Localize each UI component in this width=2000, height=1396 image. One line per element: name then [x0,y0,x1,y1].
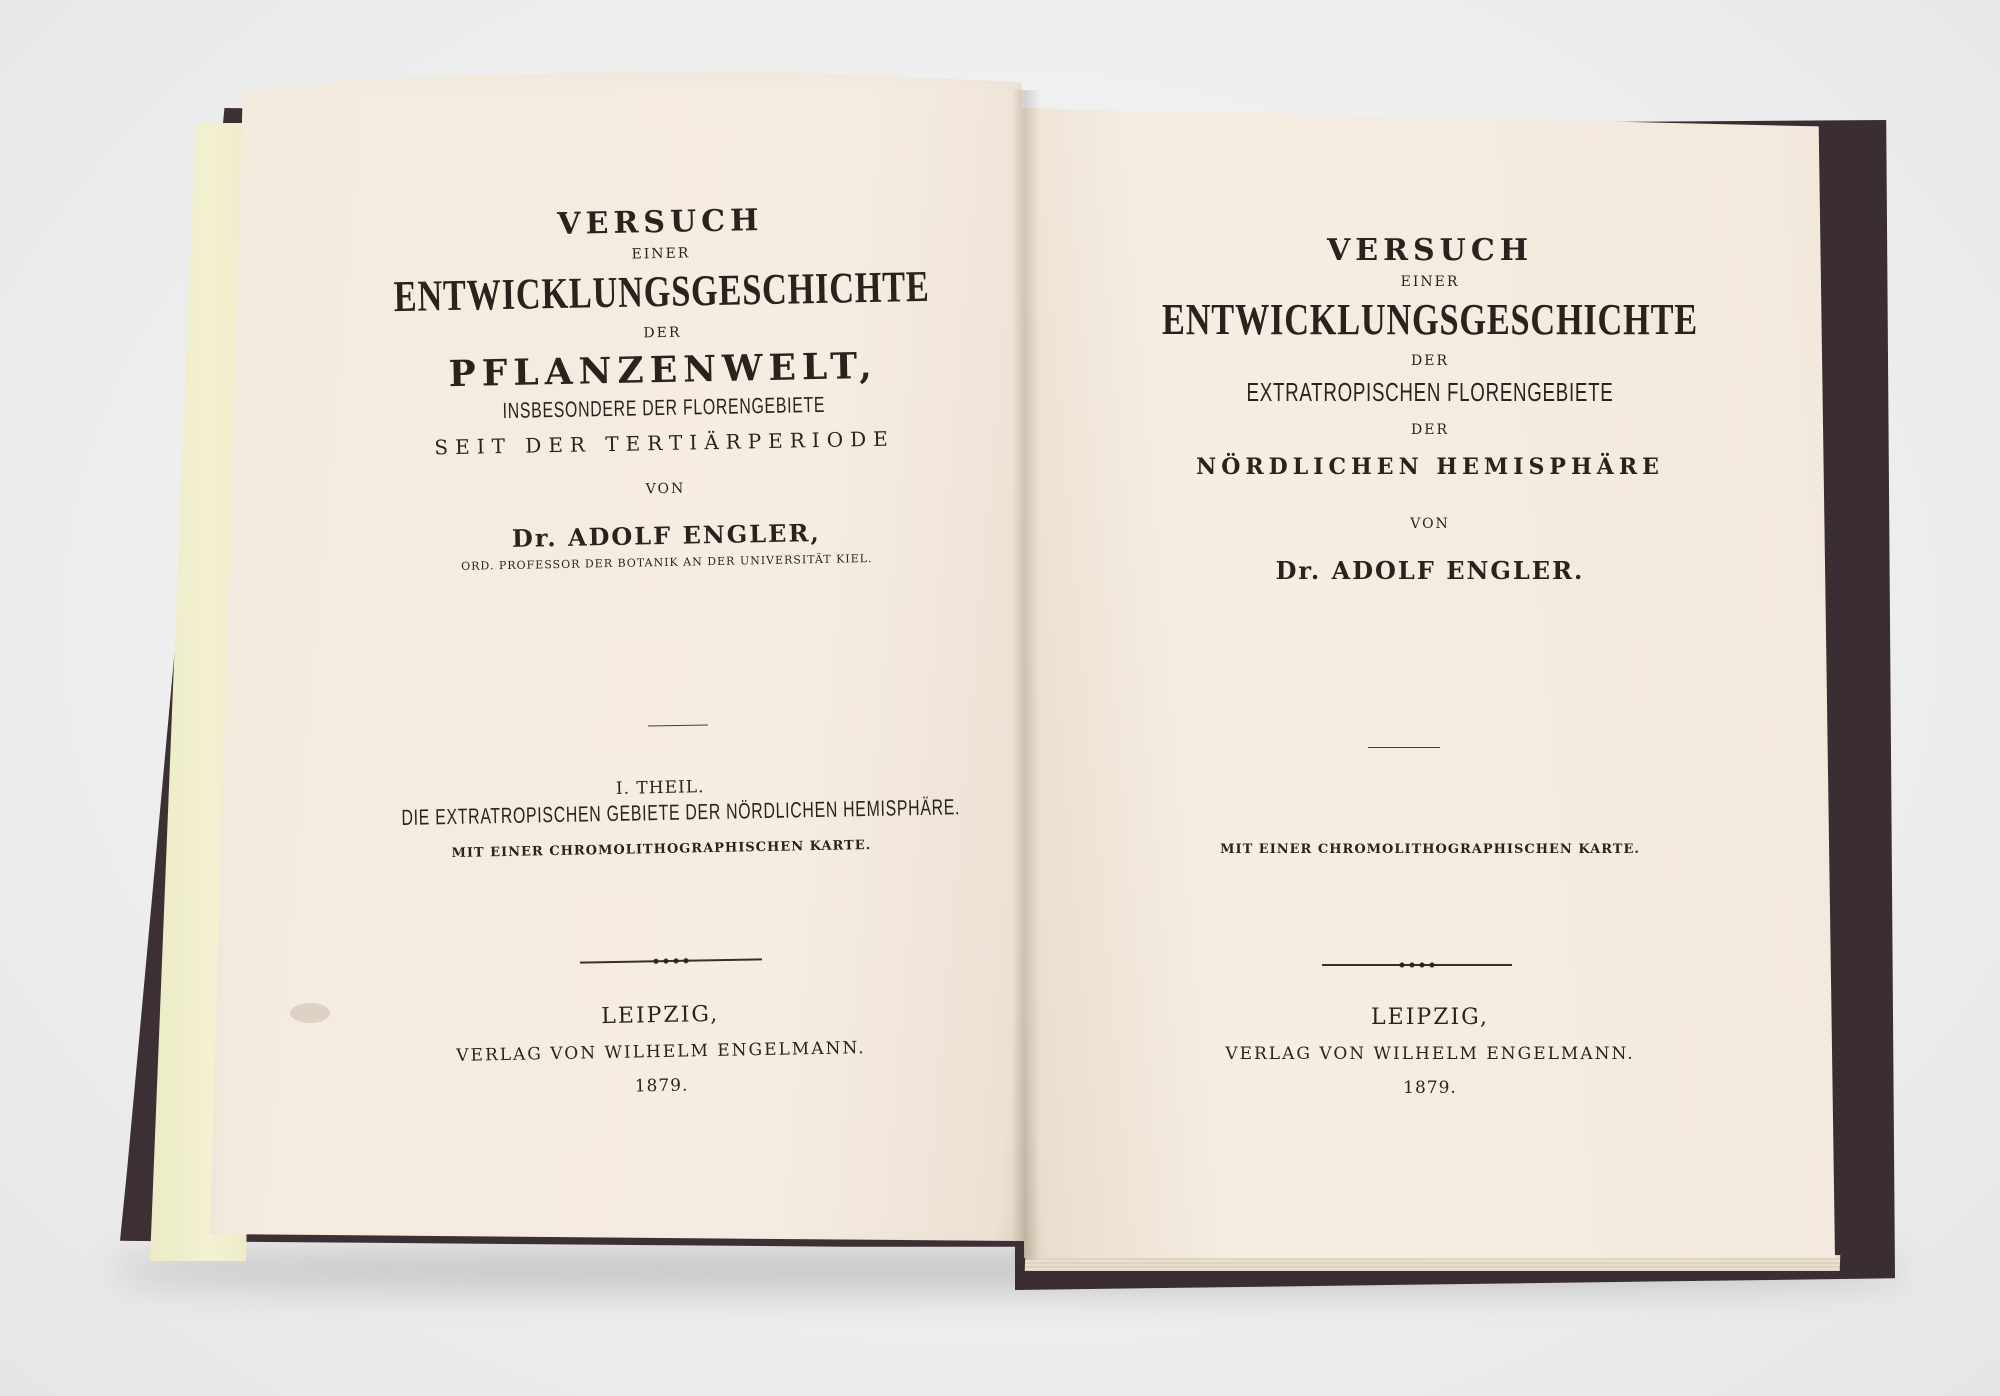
right-title-einer: EINER [1400,274,1460,290]
left-author-title: ORD. PROFESSOR DER BOTANIK AN DER UNIVERSITÄT KIEL. [461,551,873,573]
left-year: 1879. [634,1075,689,1097]
left-part-block [300,771,1021,864]
right-ornament-rule [1322,964,1512,966]
left-map-note: MIT EINER CHROMOLITHOGRAPHISCHEN KARTE. [451,837,872,862]
left-author-prefix: Dr. [511,523,558,553]
left-title-der: DER [643,324,682,342]
left-author-name: ADOLF ENGLER, [567,517,821,552]
right-map-block [1040,842,1820,857]
right-rule [1368,747,1440,748]
right-map-note: MIT EINER CHROMOLITHOGRAPHISCHEN KARTE. [1220,842,1640,857]
left-title-main: ENTWICKLUNGSGESCHICHTE [393,261,931,322]
left-subtitle-florengebiete: INSBESONDERE DER FLORENGEBIETE [502,391,826,424]
right-title-florengebiete: EXTRATROPISCHEN FLORENGEBIETE [1246,377,1614,407]
right-von: VON [1410,516,1450,532]
right-title-der-2: DER [1411,422,1449,438]
book-gutter [1012,90,1040,1260]
left-title-versuch: VERSUCH [556,203,764,242]
right-city: LEIPZIG, [1371,1005,1489,1030]
right-title-block [1040,233,1820,585]
left-city: LEIPZIG, [601,1001,720,1030]
right-title-versuch: VERSUCH [1326,233,1534,268]
right-title-der: DER [1411,353,1449,369]
right-imprint-block [1040,1005,1820,1098]
left-publisher: VERLAG VON WILHELM ENGELMANN. [456,1038,866,1066]
right-author [1040,556,1820,585]
right-year: 1879. [1403,1078,1457,1098]
left-title-block [300,198,1027,576]
right-title-hemisphaere: NÖRDLICHEN HEMISPHÄRE [1196,454,1664,480]
left-title-einer: EINER [631,245,691,263]
right-publisher: VERLAG VON WILHELM ENGELMANN. [1225,1044,1635,1064]
right-title-main: ENTWICKLUNGSGESCHICHTE [1162,295,1698,344]
left-part-number: I. THEIL. [615,777,705,799]
left-part-title: DIE EXTRATROPISCHEN GEBIETE DER NÖRDLICHEN HEMISPHÄRE. [401,794,961,830]
right-author-name: ADOLF ENGLER. [1331,556,1585,585]
left-subtitle-tertiaer: SEIT DER TERTIÄRPERIODE [434,426,895,460]
left-von: VON [645,480,686,498]
left-title-pflanzenwelt: PFLANZENWELT, [448,344,879,396]
right-author-prefix: Dr. [1275,556,1322,585]
left-imprint-block [300,996,1022,1103]
